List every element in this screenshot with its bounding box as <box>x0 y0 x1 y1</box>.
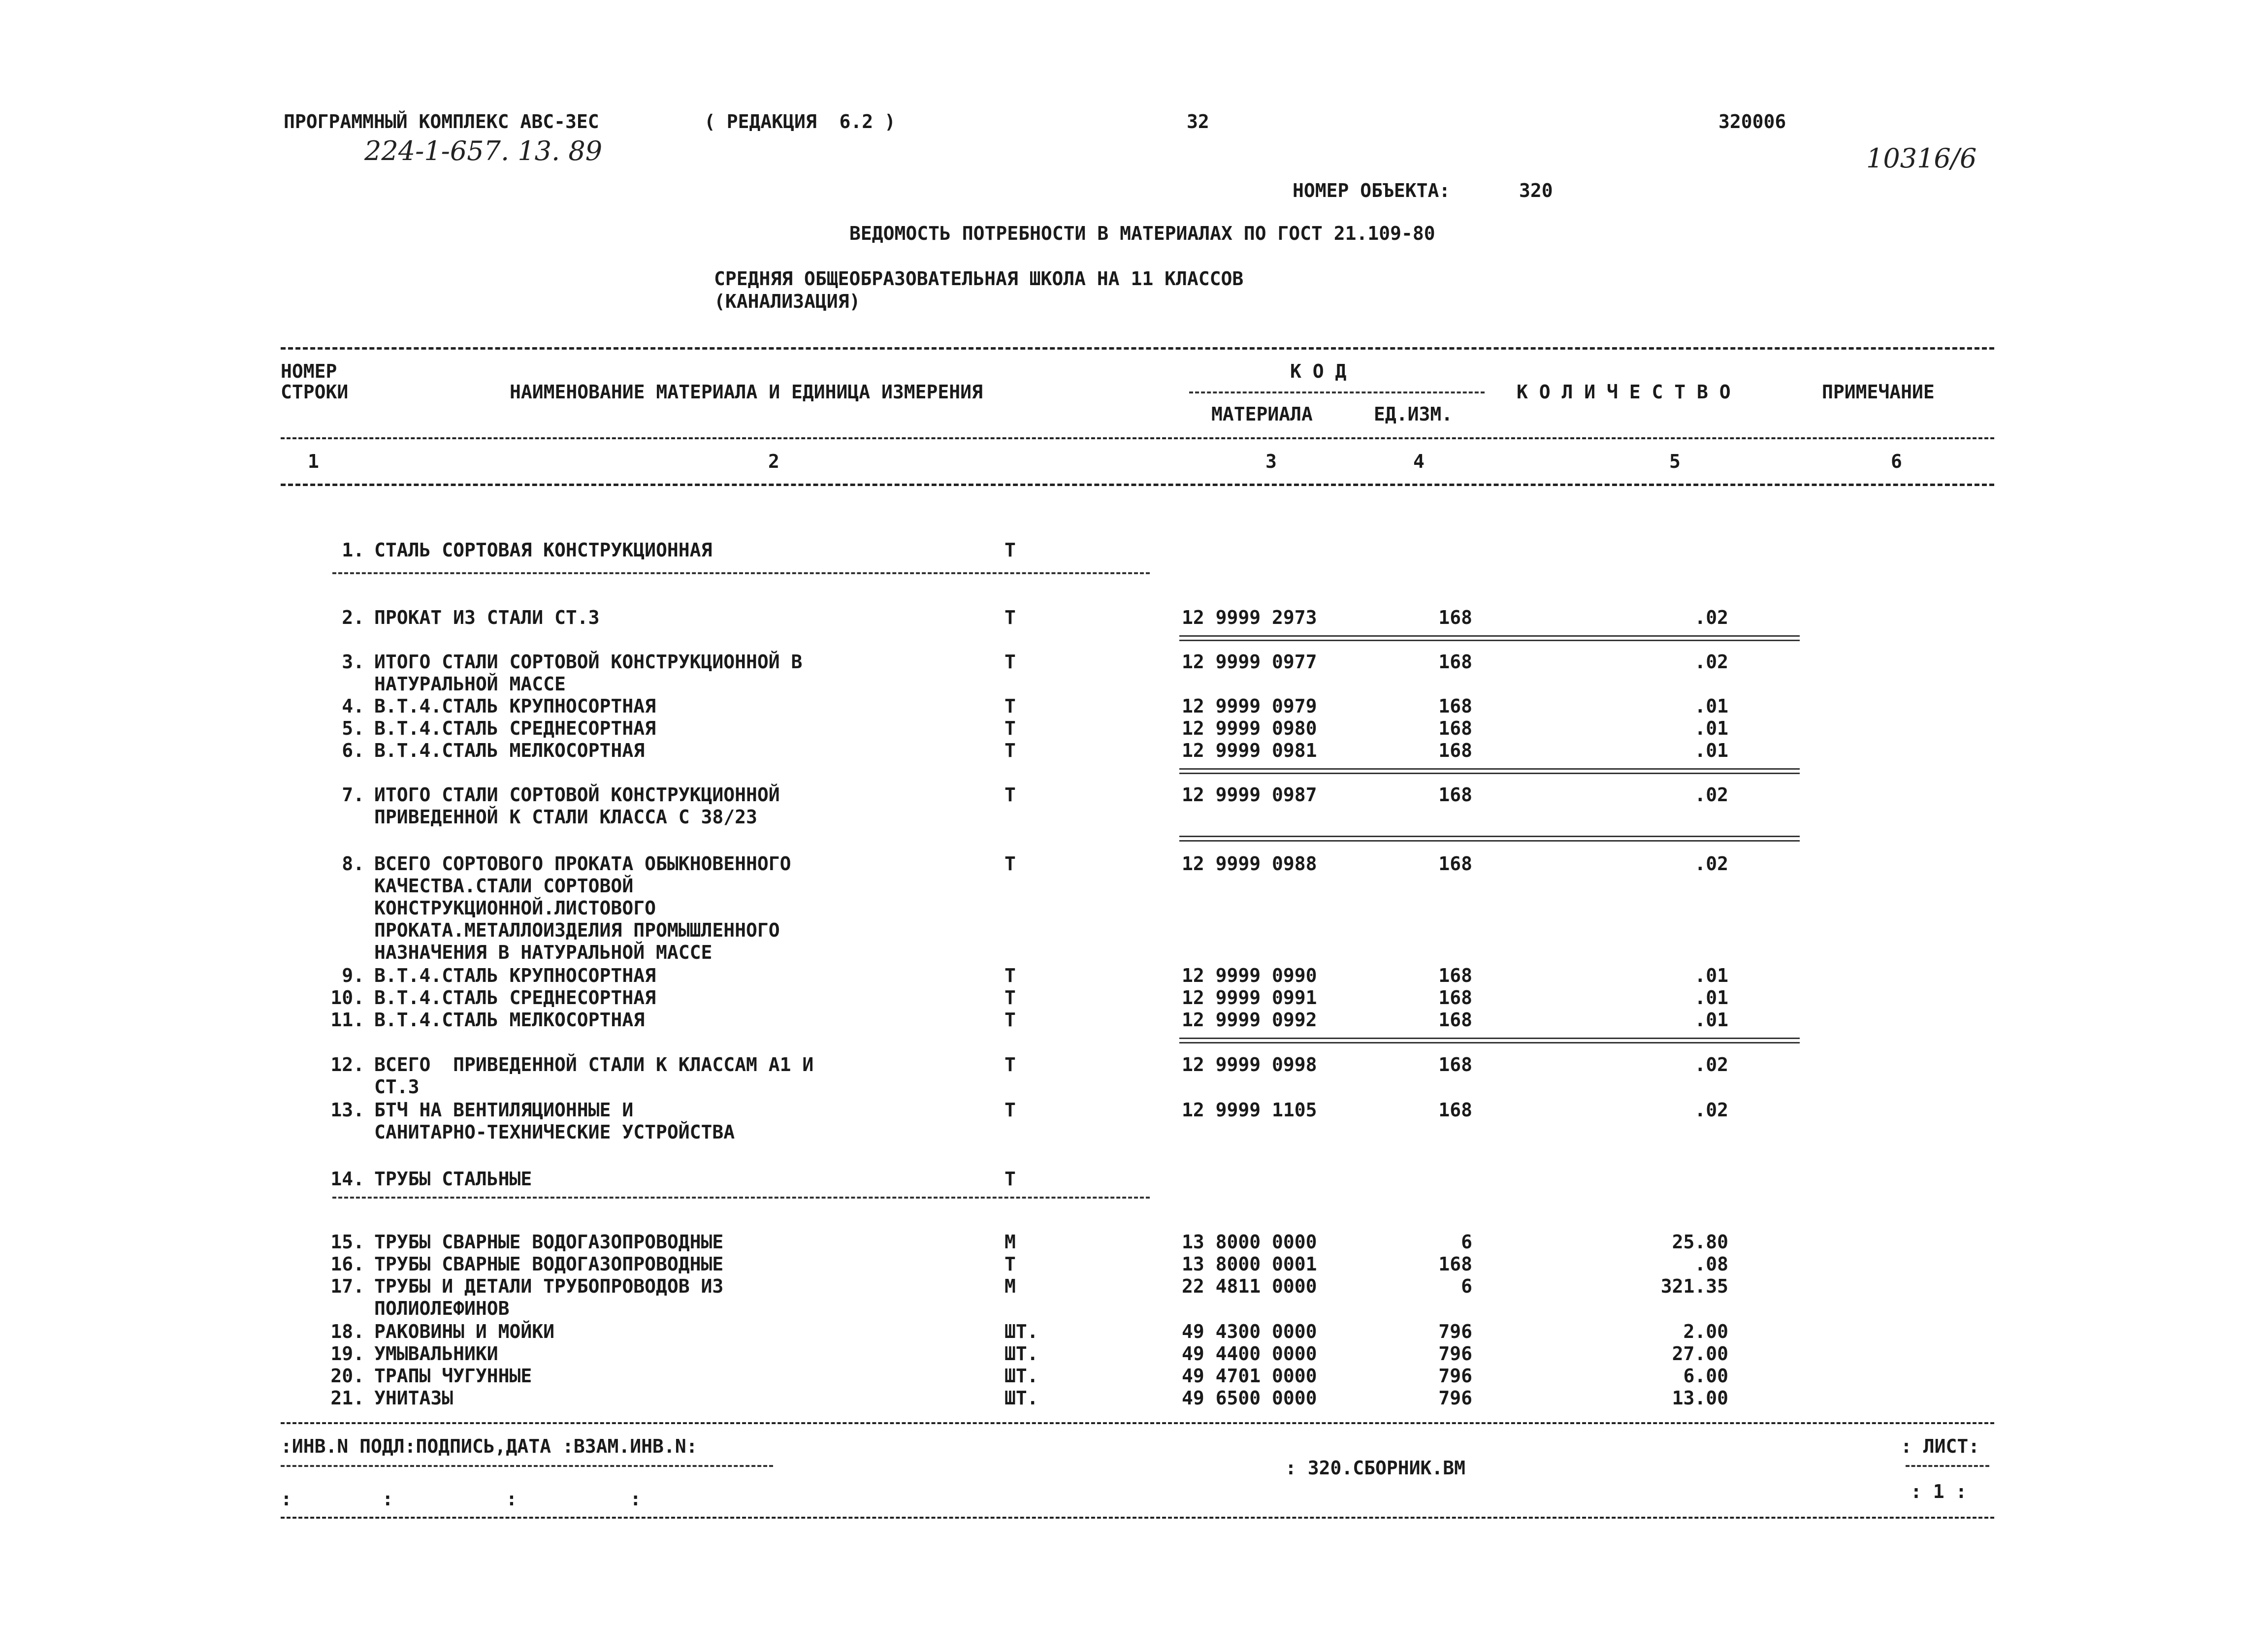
uom-code: 168 <box>1438 853 1472 875</box>
unit-of-measure: ШТ. <box>1004 1321 1038 1342</box>
material-code: 12 9999 0987 <box>1182 784 1317 806</box>
quantity: .02 <box>1694 1099 1728 1121</box>
subtotal-rule-12 <box>1179 1038 1800 1043</box>
quantity: 27.00 <box>1672 1343 1728 1365</box>
row-number: 13. <box>330 1099 364 1121</box>
material-name-line: В.Т.4.СТАЛЬ МЕЛКОСОРТНАЯ <box>374 740 645 761</box>
uom-code: 796 <box>1438 1343 1472 1365</box>
uom-code: 168 <box>1438 607 1472 628</box>
unit-of-measure: Т <box>1004 1099 1016 1121</box>
material-code: 13 8000 0001 <box>1182 1253 1317 1275</box>
document-designation: : 320.СБОРНИК.ВМ <box>1285 1457 1466 1479</box>
unit-of-measure: Т <box>1004 1054 1016 1075</box>
stamp-labels: :ИНВ.N ПОДЛ:ПОДПИСЬ,ДАТА :ВЗАМ.ИНВ.N: <box>281 1435 698 1457</box>
unit-of-measure: М <box>1004 1231 1016 1253</box>
material-name-line: В.Т.4.СТАЛЬ КРУПНОСОРТНАЯ <box>374 965 656 986</box>
quantity: 25.80 <box>1672 1231 1728 1253</box>
uom-code: 168 <box>1438 651 1472 673</box>
material-code: 12 9999 0980 <box>1182 717 1317 739</box>
row-number: 6. <box>342 740 364 761</box>
col-number-1: 1 <box>308 451 319 472</box>
uom-code: 168 <box>1438 987 1472 1009</box>
col5-header: К О Л И Ч Е С Т В О <box>1517 381 1731 403</box>
material-name-line: ИТОГО СТАЛИ СОРТОВОЙ КОНСТРУКЦИОННОЙ <box>374 784 780 806</box>
material-code: 12 9999 0988 <box>1182 853 1317 875</box>
quantity: .01 <box>1694 965 1728 986</box>
unit-of-measure: Т <box>1004 607 1016 628</box>
uom-code: 168 <box>1438 1253 1472 1275</box>
row-number: 10. <box>330 987 364 1009</box>
subtitle-section: (КАНАЛИЗАЦИЯ) <box>714 291 861 312</box>
handwritten-designation: 224-1-657. 13. 89 <box>364 135 603 166</box>
unit-of-measure: Т <box>1004 1168 1016 1190</box>
row-number: 17. <box>330 1275 364 1297</box>
material-code: 49 6500 0000 <box>1182 1387 1317 1409</box>
material-name-line: САНИТАРНО-ТЕХНИЧЕСКИЕ УСТРОЙСТВА <box>374 1121 735 1143</box>
material-name-line: КОНСТРУКЦИОННОЙ.ЛИСТОВОГО <box>374 897 656 919</box>
quantity: .08 <box>1694 1253 1728 1275</box>
material-code: 12 9999 0981 <box>1182 740 1317 761</box>
unit-of-measure: Т <box>1004 965 1016 986</box>
unit-of-measure: Т <box>1004 539 1016 561</box>
material-code: 12 9999 0998 <box>1182 1054 1317 1075</box>
row-number: 3. <box>342 651 364 673</box>
row-number: 20. <box>330 1365 364 1387</box>
unit-of-measure: М <box>1004 1275 1016 1297</box>
row-number: 2. <box>342 607 364 628</box>
material-code: 12 9999 0992 <box>1182 1009 1317 1031</box>
material-name-line: КАЧЕСТВА.СТАЛИ СОРТОВОЙ <box>374 875 634 897</box>
row-number: 7. <box>342 784 364 806</box>
material-name-line: ВСЕГО ПРИВЕДЕННОЙ СТАЛИ К КЛАССАМ А1 И <box>374 1054 814 1075</box>
row-number: 9. <box>342 965 364 986</box>
unit-of-measure: ШТ. <box>1004 1343 1038 1365</box>
unit-of-measure: Т <box>1004 740 1016 761</box>
row-number: 5. <box>342 717 364 739</box>
stamp-rule <box>281 1465 773 1467</box>
material-name-line: ТРУБЫ И ДЕТАЛИ ТРУБОПРОВОДОВ ИЗ <box>374 1275 724 1297</box>
col1-header-line1: НОМЕР <box>281 360 337 382</box>
material-name-line: В.Т.4.СТАЛЬ СРЕДНЕСОРТНАЯ <box>374 987 656 1009</box>
material-code: 12 9999 0977 <box>1182 651 1317 673</box>
uom-code: 168 <box>1438 1054 1472 1075</box>
uom-code: 6 <box>1461 1231 1472 1253</box>
material-name-line: ПРОКАТА.МЕТАЛЛОИЗДЕЛИЯ ПРОМЫШЛЕННОГО <box>374 919 780 941</box>
uom-code: 796 <box>1438 1321 1472 1342</box>
quantity: 321.35 <box>1660 1275 1728 1297</box>
quantity: 13.00 <box>1672 1387 1728 1409</box>
subtitle-school: СРЕДНЯЯ ОБЩЕОБРАЗОВАТЕЛЬНАЯ ШКОЛА НА 11 КЛАССОВ <box>714 268 1244 290</box>
code-group-header: К О Д <box>1290 360 1347 382</box>
row-number: 21. <box>330 1387 364 1409</box>
uom-code: 168 <box>1438 1099 1472 1121</box>
material-code: 49 4400 0000 <box>1182 1343 1317 1365</box>
unit-of-measure: Т <box>1004 1009 1016 1031</box>
uom-code: 796 <box>1438 1365 1472 1387</box>
material-name-line: УМЫВАЛЬНИКИ <box>374 1343 498 1365</box>
col-number-6: 6 <box>1891 451 1902 472</box>
material-name-line: ТРУБЫ СВАРНЫЕ ВОДОГАЗОПРОВОДНЫЕ <box>374 1231 724 1253</box>
quantity: .01 <box>1694 717 1728 739</box>
row-number: 14. <box>330 1168 364 1190</box>
material-name-line: ПРОКАТ ИЗ СТАЛИ СТ.3 <box>374 607 600 628</box>
material-code: 13 8000 0000 <box>1182 1231 1317 1253</box>
material-name-line: ТРУБЫ СВАРНЫЕ ВОДОГАЗОПРОВОДНЫЕ <box>374 1253 724 1275</box>
material-name-line: ТРУБЫ СТАЛЬНЫЕ <box>374 1168 532 1190</box>
handwritten-inventory: 10316/6 <box>1866 143 1977 174</box>
quantity: .01 <box>1694 987 1728 1009</box>
quantity: .02 <box>1694 784 1728 806</box>
header-rule-mid <box>281 437 1994 439</box>
col3-header: МАТЕРИАЛА <box>1211 403 1313 425</box>
uom-code: 168 <box>1438 695 1472 717</box>
subtotal-rule-7 <box>1179 768 1800 774</box>
document-code: 320006 <box>1718 111 1786 132</box>
footer-rule-bottom <box>281 1517 1994 1519</box>
quantity: .02 <box>1694 607 1728 628</box>
code-group-rule <box>1189 391 1485 393</box>
uom-code: 168 <box>1438 1009 1472 1031</box>
col-number-2: 2 <box>768 451 779 472</box>
unit-of-measure: Т <box>1004 1253 1016 1275</box>
unit-of-measure: Т <box>1004 695 1016 717</box>
row-number: 8. <box>342 853 364 875</box>
col-number-4: 4 <box>1413 451 1425 472</box>
stamp-cells: : : : : <box>281 1488 642 1510</box>
header-rule-top <box>281 347 1994 350</box>
unit-of-measure: ШТ. <box>1004 1387 1038 1409</box>
unit-of-measure: Т <box>1004 651 1016 673</box>
quantity: .02 <box>1694 853 1728 875</box>
material-name-line: РАКОВИНЫ И МОЙКИ <box>374 1321 555 1342</box>
col-number-5: 5 <box>1669 451 1681 472</box>
sheet-number: : 1 : <box>1911 1481 1967 1502</box>
row-number: 19. <box>330 1343 364 1365</box>
material-name-line: ПОЛИОЛЕФИНОВ <box>374 1298 510 1319</box>
material-code: 22 4811 0000 <box>1182 1275 1317 1297</box>
col1-header-line2: СТРОКИ <box>281 381 349 403</box>
material-code: 49 4701 0000 <box>1182 1365 1317 1387</box>
material-name-line: ТРАПЫ ЧУГУННЫЕ <box>374 1365 532 1387</box>
section-underline-1 <box>332 572 1150 574</box>
quantity: 6.00 <box>1683 1365 1728 1387</box>
section-underline-14 <box>332 1197 1150 1199</box>
material-code: 12 9999 2973 <box>1182 607 1317 628</box>
footer-rule-top <box>281 1422 1994 1424</box>
material-name-line: ВСЕГО СОРТОВОГО ПРОКАТА ОБЫКНОВЕННОГО <box>374 853 791 875</box>
uom-code: 168 <box>1438 740 1472 761</box>
material-code: 12 9999 0991 <box>1182 987 1317 1009</box>
col2-header: НАИМЕНОВАНИЕ МАТЕРИАЛА И ЕДИНИЦА ИЗМЕРЕНИЯ <box>510 381 983 403</box>
row-number: 1. <box>342 539 364 561</box>
subtotal-rule-3 <box>1179 635 1800 641</box>
quantity: .01 <box>1694 740 1728 761</box>
material-name-line: ПРИВЕДЕННОЙ К СТАЛИ КЛАССА С 38/23 <box>374 806 757 828</box>
edition: ( РЕДАКЦИЯ 6.2 ) <box>704 111 896 132</box>
col-number-3: 3 <box>1265 451 1277 472</box>
row-number: 4. <box>342 695 364 717</box>
material-code: 12 9999 1105 <box>1182 1099 1317 1121</box>
col4-header: ЕД.ИЗМ. <box>1374 403 1453 425</box>
uom-code: 6 <box>1461 1275 1472 1297</box>
row-number: 15. <box>330 1231 364 1253</box>
material-name-line: ИТОГО СТАЛИ СОРТОВОЙ КОНСТРУКЦИОННОЙ В <box>374 651 803 673</box>
material-name-line: БТЧ НА ВЕНТИЛЯЦИОННЫЕ И <box>374 1099 634 1121</box>
row-number: 16. <box>330 1253 364 1275</box>
page-title: ВЕДОМОСТЬ ПОТРЕБНОСТИ В МАТЕРИАЛАХ ПО ГОСТ 21.109-80 <box>849 223 1435 244</box>
unit-of-measure: ШТ. <box>1004 1365 1038 1387</box>
material-name-line: УНИТАЗЫ <box>374 1387 454 1409</box>
uom-code: 168 <box>1438 784 1472 806</box>
material-name-line: НАТУРАЛЬНОЙ МАССЕ <box>374 673 566 695</box>
material-code: 49 4300 0000 <box>1182 1321 1317 1342</box>
uom-code: 796 <box>1438 1387 1472 1409</box>
quantity: .02 <box>1694 1054 1728 1075</box>
unit-of-measure: Т <box>1004 853 1016 875</box>
material-name-line: СТ.3 <box>374 1076 420 1098</box>
material-name-line: В.Т.4.СТАЛЬ МЕЛКОСОРТНАЯ <box>374 1009 645 1031</box>
quantity: 2.00 <box>1683 1321 1728 1342</box>
object-number: 320 <box>1519 180 1553 201</box>
header-rule-bottom <box>281 484 1994 486</box>
sheet-rule <box>1906 1465 1989 1467</box>
material-name-line: В.Т.4.СТАЛЬ КРУПНОСОРТНАЯ <box>374 695 656 717</box>
quantity: .02 <box>1694 651 1728 673</box>
row-number: 18. <box>330 1321 364 1342</box>
row-number: 12. <box>330 1054 364 1075</box>
page-number: 32 <box>1187 111 1209 132</box>
unit-of-measure: Т <box>1004 784 1016 806</box>
object-label: НОМЕР ОБЪЕКТА: <box>1293 180 1451 201</box>
program-name: ПРОГРАММНЫЙ КОМПЛЕКС АВС-ЗЕС <box>284 111 599 132</box>
subtotal-rule-8 <box>1179 836 1800 842</box>
sheet-label: : ЛИСТ: <box>1901 1435 1980 1457</box>
material-name-line: НАЗНАЧЕНИЯ В НАТУРАЛЬНОЙ МАССЕ <box>374 942 713 963</box>
material-code: 12 9999 0990 <box>1182 965 1317 986</box>
unit-of-measure: Т <box>1004 717 1016 739</box>
uom-code: 168 <box>1438 717 1472 739</box>
quantity: .01 <box>1694 695 1728 717</box>
col6-header: ПРИМЕЧАНИЕ <box>1822 381 1935 403</box>
material-code: 12 9999 0979 <box>1182 695 1317 717</box>
unit-of-measure: Т <box>1004 987 1016 1009</box>
row-number: 11. <box>330 1009 364 1031</box>
material-name-line: В.Т.4.СТАЛЬ СРЕДНЕСОРТНАЯ <box>374 717 656 739</box>
quantity: .01 <box>1694 1009 1728 1031</box>
uom-code: 168 <box>1438 965 1472 986</box>
material-name-line: СТАЛЬ СОРТОВАЯ КОНСТРУКЦИОННАЯ <box>374 539 713 561</box>
